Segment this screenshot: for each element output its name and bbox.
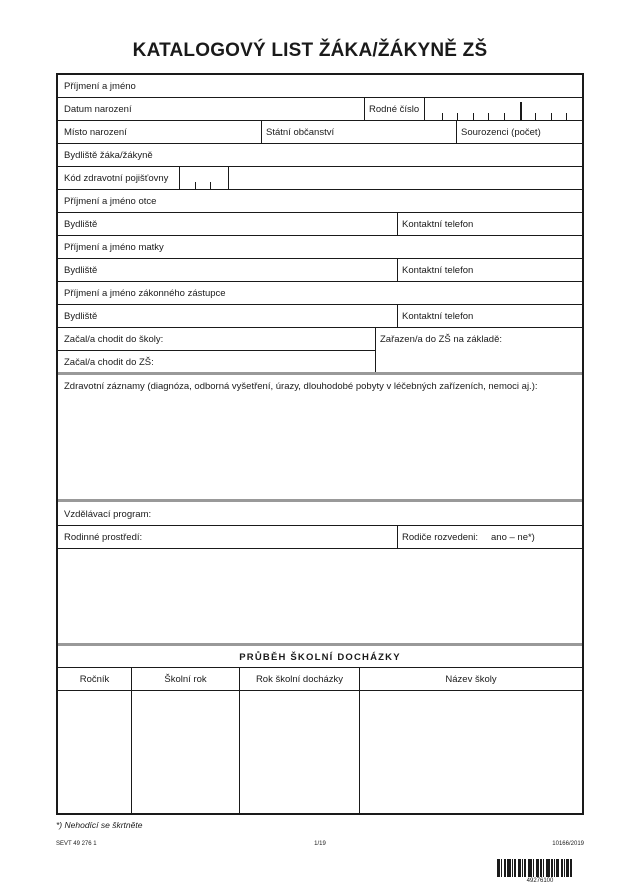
section-divider: [58, 499, 582, 502]
row-divider: [58, 690, 582, 691]
began-zs-label: Začal/a chodit do ZŠ:: [64, 357, 154, 368]
cell-divider: [424, 97, 425, 120]
guardian-residence-label: Bydliště: [64, 311, 98, 322]
cell-divider: [261, 120, 262, 143]
barcode-number: 49276100: [526, 878, 554, 884]
mother-residence-label: Bydliště: [64, 265, 98, 276]
education-program-label: Vzdělávací program:: [64, 509, 152, 520]
birth-date-label: Datum narození: [64, 104, 132, 115]
siblings-label: Sourozenci (počet): [461, 127, 541, 138]
footnote: *) Nehodící se škrtněte: [56, 820, 143, 830]
cell-divider: [375, 327, 376, 373]
column-divider: [239, 667, 240, 813]
row-divider: [58, 212, 582, 213]
cell-divider: [397, 525, 398, 548]
family-environment-label: Rodinné prostředí:: [64, 532, 143, 543]
row-divider: [58, 350, 375, 351]
row-divider: [58, 304, 582, 305]
pupil-residence-label: Bydliště žáka/žákyně: [64, 150, 153, 161]
column-header-school-year: Školní rok: [164, 674, 207, 685]
column-header-grade: Ročník: [79, 674, 110, 685]
footer-left: SEVT 49 276 1: [56, 841, 97, 847]
cell-divider: [397, 304, 398, 327]
enrolled-basis-label: Zařazen/a do ZŠ na základě:: [380, 334, 502, 345]
row-divider: [58, 120, 582, 121]
birth-place-label: Místo narození: [64, 127, 127, 138]
birth-number-label: Rodné číslo: [369, 104, 420, 115]
cell-divider: [228, 166, 229, 189]
cell-divider: [179, 166, 180, 189]
parents-divorced-label: Rodiče rozvedeni:: [402, 532, 479, 543]
section-divider: [58, 372, 582, 375]
attendance-section-title: PRŮBĚH ŠKOLNÍ DOCHÁZKY: [239, 652, 401, 663]
surname-name-label: Příjmení a jméno: [64, 81, 136, 92]
row-divider: [58, 235, 582, 236]
guardian-name-label: Příjmení a jméno zákonného zástupce: [64, 288, 226, 299]
catalog-form: [56, 73, 584, 815]
barcode: [497, 859, 583, 877]
column-divider: [359, 667, 360, 813]
column-header-attendance-year: Rok školní docházky: [255, 674, 344, 685]
column-divider: [131, 667, 132, 813]
row-divider: [58, 189, 582, 190]
cell-divider: [397, 212, 398, 235]
insurance-code-label: Kód zdravotní pojišťovny: [64, 173, 169, 184]
row-divider: [58, 97, 582, 98]
row-divider: [58, 327, 582, 328]
father-phone-label: Kontaktní telefon: [402, 219, 474, 230]
row-divider: [58, 143, 582, 144]
footer-center: 1/19: [314, 841, 326, 847]
cell-divider: [456, 120, 457, 143]
cell-divider: [397, 258, 398, 281]
mother-name-label: Příjmení a jméno matky: [64, 242, 164, 253]
guardian-phone-label: Kontaktní telefon: [402, 311, 474, 322]
father-residence-label: Bydliště: [64, 219, 98, 230]
health-records-label: Zdravotní záznamy (diagnóza, odborná vyšetření, úrazy, dlouhodobé pobyty v léčebných zařízeních, nemoci aj.):: [64, 381, 538, 392]
column-header-school-name: Název školy: [445, 674, 497, 685]
row-divider: [58, 281, 582, 282]
began-school-label: Začal/a chodit do školy:: [64, 334, 164, 345]
father-name-label: Příjmení a jméno otce: [64, 196, 157, 207]
mother-phone-label: Kontaktní telefon: [402, 265, 474, 276]
row-divider: [58, 525, 582, 526]
divorced-options: ano – ne*): [491, 532, 535, 543]
row-divider: [58, 166, 582, 167]
row-divider: [58, 548, 582, 549]
cell-divider: [364, 97, 365, 120]
page-title: KATALOGOVÝ LIST ŽÁKA/ŽÁKYNĚ ZŠ: [132, 40, 488, 61]
row-divider: [58, 258, 582, 259]
citizenship-label: Státní občanství: [266, 127, 335, 138]
footer-right: 10166/2019: [552, 841, 584, 847]
row-divider: [58, 667, 582, 668]
section-divider: [58, 643, 582, 646]
